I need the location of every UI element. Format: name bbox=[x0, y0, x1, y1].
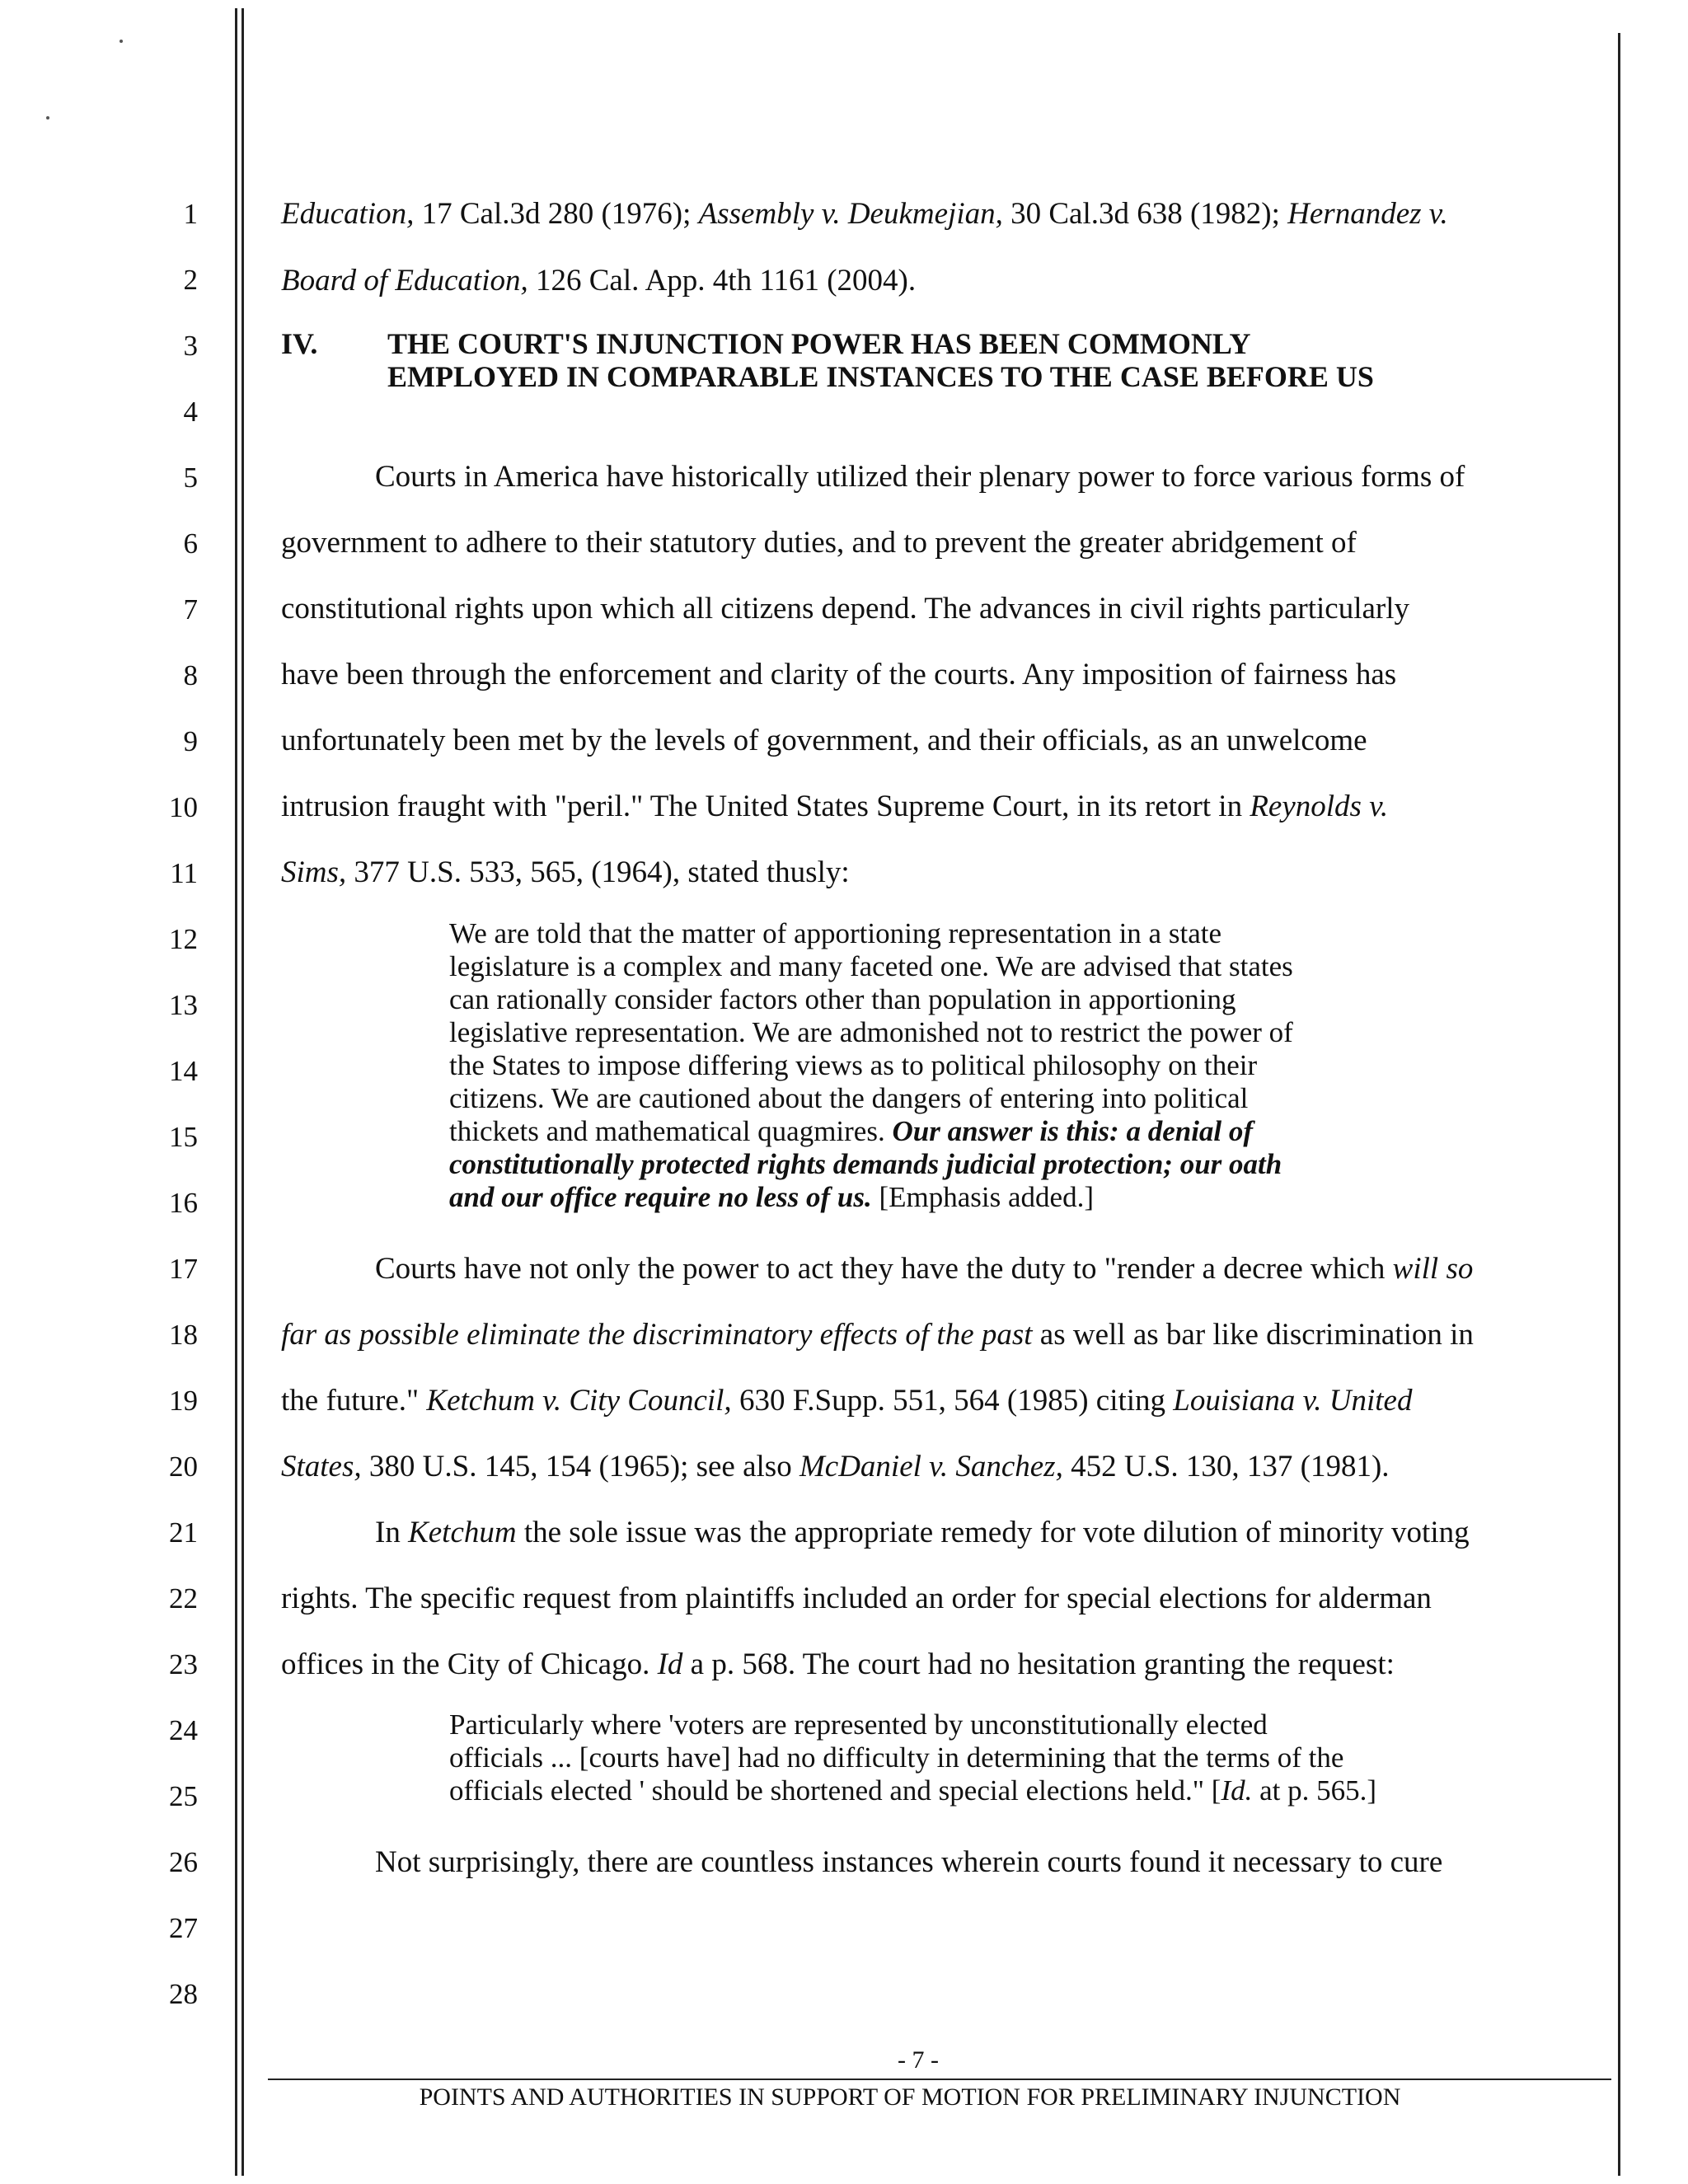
line-number: 9 bbox=[183, 725, 198, 757]
line-number: 7 bbox=[183, 593, 198, 626]
body-line-10 bbox=[281, 789, 1388, 825]
text-segment: offices in the City of Chicago. bbox=[281, 1647, 658, 1681]
left-margin-rule bbox=[235, 8, 237, 2176]
body-line-7 bbox=[281, 591, 1409, 627]
text-segment: McDaniel v. Sanchez, bbox=[799, 1450, 1063, 1483]
text-segment: will so bbox=[1392, 1252, 1474, 1286]
quote-line bbox=[449, 1016, 1293, 1049]
quote-line bbox=[449, 1181, 1094, 1214]
body-line-1 bbox=[281, 196, 1448, 232]
quote-line bbox=[449, 917, 1221, 950]
text-segment: thickets and mathematical quagmires. bbox=[449, 1115, 893, 1147]
footer-title: POINTS AND AUTHORITIES IN SUPPORT OF MOTION FOR PRELIMINARY INJUNCTION bbox=[419, 2083, 1401, 2111]
body-line-9 bbox=[281, 723, 1367, 759]
scan-speck bbox=[120, 40, 123, 43]
text-segment: can rationally consider factors other than population in apportioning bbox=[449, 983, 1236, 1015]
line-number: 8 bbox=[183, 659, 198, 691]
page-number: - 7 - bbox=[898, 2046, 939, 2074]
quote-line bbox=[449, 1741, 1343, 1774]
line-number: 15 bbox=[169, 1121, 198, 1153]
text-segment: unfortunately been met by the levels of government, and their officials, as an unwelcome bbox=[281, 724, 1367, 757]
text-segment: constitutionally protected rights demands judicial protection; our oath bbox=[449, 1148, 1282, 1180]
text-segment: officials ... [courts have] had no difficulty in determining that the terms of the bbox=[449, 1741, 1344, 1774]
line-number: 23 bbox=[169, 1648, 198, 1680]
body-line-17 bbox=[375, 1251, 1473, 1287]
text-segment: a p. 568. The court had no hesitation granting the request: bbox=[682, 1647, 1395, 1681]
text-segment: Our answer is this: a denial of bbox=[892, 1115, 1254, 1147]
quote-line bbox=[449, 1049, 1257, 1082]
text-segment: 377 U.S. 533, 565, (1964), stated thusly: bbox=[346, 855, 850, 889]
body-line-19 bbox=[281, 1383, 1412, 1419]
body-line-22 bbox=[281, 1581, 1432, 1617]
body-line-5 bbox=[375, 459, 1465, 495]
line-number: 25 bbox=[169, 1780, 198, 1812]
text-segment: 452 U.S. 130, 137 (1981). bbox=[1062, 1450, 1390, 1483]
line-number: 28 bbox=[169, 1978, 198, 2010]
body-line-21 bbox=[375, 1515, 1470, 1551]
line-number: 13 bbox=[169, 989, 198, 1021]
line-number: 17 bbox=[169, 1253, 198, 1285]
text-segment: 380 U.S. 145, 154 (1965); see also bbox=[361, 1450, 799, 1483]
text-segment: legislature is a complex and many faceted one. We are advised that states bbox=[449, 950, 1293, 982]
line-number: 1 bbox=[183, 198, 198, 230]
line-number: 10 bbox=[169, 791, 198, 823]
quote-line bbox=[449, 983, 1236, 1016]
text-segment: Sims, bbox=[281, 855, 347, 889]
text-segment: the States to impose differing views as to political philosophy on their bbox=[449, 1049, 1258, 1081]
text-segment: We are told that the matter of apportioning representation in a state bbox=[449, 917, 1221, 949]
text-segment: the future." bbox=[281, 1384, 427, 1418]
text-segment: 17 Cal.3d 280 (1976); bbox=[414, 197, 699, 231]
line-number: 3 bbox=[183, 330, 198, 362]
text-segment: officials elected ' should be shortened and special elections held." [ bbox=[449, 1774, 1221, 1807]
text-segment: at p. 565.] bbox=[1252, 1774, 1377, 1807]
line-number: 22 bbox=[169, 1582, 198, 1615]
quote-line bbox=[449, 1082, 1248, 1115]
line-number: 27 bbox=[169, 1912, 198, 1944]
body-line-6 bbox=[281, 525, 1357, 561]
text-segment: [Emphasis added.] bbox=[871, 1181, 1094, 1213]
text-segment: legislative representation. We are admonished not to restrict the power of bbox=[449, 1016, 1293, 1048]
quote-line bbox=[449, 1115, 1253, 1148]
text-segment: Courts have not only the power to act they have the duty to "render a decree which bbox=[375, 1252, 1393, 1286]
text-segment: Id. bbox=[1221, 1774, 1253, 1807]
text-segment: Not surprisingly, there are countless instances wherein courts found it necessary to cure bbox=[375, 1845, 1443, 1879]
line-number: 5 bbox=[183, 462, 198, 494]
text-segment: rights. The specific request from plaintiffs included an order for special elections for alderman bbox=[281, 1582, 1432, 1615]
left-margin-rule bbox=[241, 8, 244, 2176]
text-segment: and our office require no less of us. bbox=[449, 1181, 872, 1213]
quote-line bbox=[449, 1148, 1282, 1181]
text-segment: citizens. We are cautioned about the dangers of entering into political bbox=[449, 1082, 1249, 1114]
section-heading-line-1: THE COURT'S INJUNCTION POWER HAS BEEN COMMONLY bbox=[387, 327, 1251, 360]
text-segment: 30 Cal.3d 638 (1982); bbox=[1002, 197, 1288, 231]
body-line-8 bbox=[281, 657, 1396, 693]
text-segment: Ketchum bbox=[408, 1516, 517, 1549]
text-segment: Hernandez v. bbox=[1287, 197, 1448, 231]
text-segment: far as possible eliminate the discriminatory effects of the past bbox=[281, 1318, 1033, 1352]
footer-rule bbox=[268, 2079, 1611, 2080]
body-line-26 bbox=[375, 1844, 1442, 1881]
text-segment: Ketchum v. City Council, bbox=[426, 1384, 732, 1418]
text-segment: Assembly v. Deukmejian, bbox=[698, 197, 1003, 231]
line-number: 18 bbox=[169, 1319, 198, 1351]
line-number: 2 bbox=[183, 264, 198, 296]
quote-line bbox=[449, 950, 1293, 983]
line-number: 24 bbox=[169, 1714, 198, 1746]
line-number: 19 bbox=[169, 1385, 198, 1417]
text-segment: Courts in America have historically utilized their plenary power to force various forms of bbox=[375, 460, 1465, 494]
line-number: 21 bbox=[169, 1516, 198, 1549]
text-segment: the sole issue was the appropriate remedy for vote dilution of minority voting bbox=[516, 1516, 1470, 1549]
text-segment: Board of Education, bbox=[281, 264, 528, 298]
right-margin-rule bbox=[1618, 33, 1620, 2176]
body-line-18 bbox=[281, 1317, 1474, 1353]
body-line-20 bbox=[281, 1449, 1390, 1485]
body-line-23 bbox=[281, 1647, 1395, 1683]
body-line-11 bbox=[281, 855, 850, 891]
quote-line bbox=[449, 1774, 1376, 1807]
body-line-2 bbox=[281, 263, 916, 299]
text-segment: as well as bar like discrimination in bbox=[1032, 1318, 1474, 1352]
text-segment: 126 Cal. App. 4th 1161 (2004). bbox=[528, 264, 917, 298]
text-segment: States, bbox=[281, 1450, 362, 1483]
text-segment: constitutional rights upon which all citizens depend. The advances in civil rights particularly bbox=[281, 592, 1409, 626]
text-segment: Id bbox=[657, 1647, 683, 1681]
quote-line bbox=[449, 1708, 1268, 1741]
scan-speck bbox=[46, 116, 49, 120]
line-number: 26 bbox=[169, 1846, 198, 1878]
section-numeral: IV. bbox=[281, 327, 318, 360]
section-heading-line-2: EMPLOYED IN COMPARABLE INSTANCES TO THE CASE BEFORE US bbox=[387, 360, 1374, 393]
text-segment: have been through the enforcement and clarity of the courts. Any imposition of fairness has bbox=[281, 658, 1397, 691]
text-segment: intrusion fraught with "peril." The United States Supreme Court, in its retort in bbox=[281, 790, 1250, 823]
line-number: 11 bbox=[170, 857, 198, 889]
line-number: 16 bbox=[169, 1187, 198, 1219]
text-segment: Louisiana v. United bbox=[1173, 1384, 1413, 1418]
line-number: 4 bbox=[183, 396, 198, 428]
line-number: 6 bbox=[183, 527, 198, 560]
text-segment: government to adhere to their statutory duties, and to prevent the greater abridgement of bbox=[281, 526, 1357, 560]
text-segment: Education, bbox=[281, 197, 415, 231]
line-number: 14 bbox=[169, 1055, 198, 1087]
line-number: 12 bbox=[169, 923, 198, 955]
line-number: 20 bbox=[169, 1451, 198, 1483]
text-segment: In bbox=[375, 1516, 409, 1549]
text-segment: Reynolds v. bbox=[1250, 790, 1389, 823]
text-segment: Particularly where 'voters are represented by unconstitutionally elected bbox=[449, 1708, 1268, 1741]
text-segment: 630 F.Supp. 551, 564 (1985) citing bbox=[731, 1384, 1174, 1418]
